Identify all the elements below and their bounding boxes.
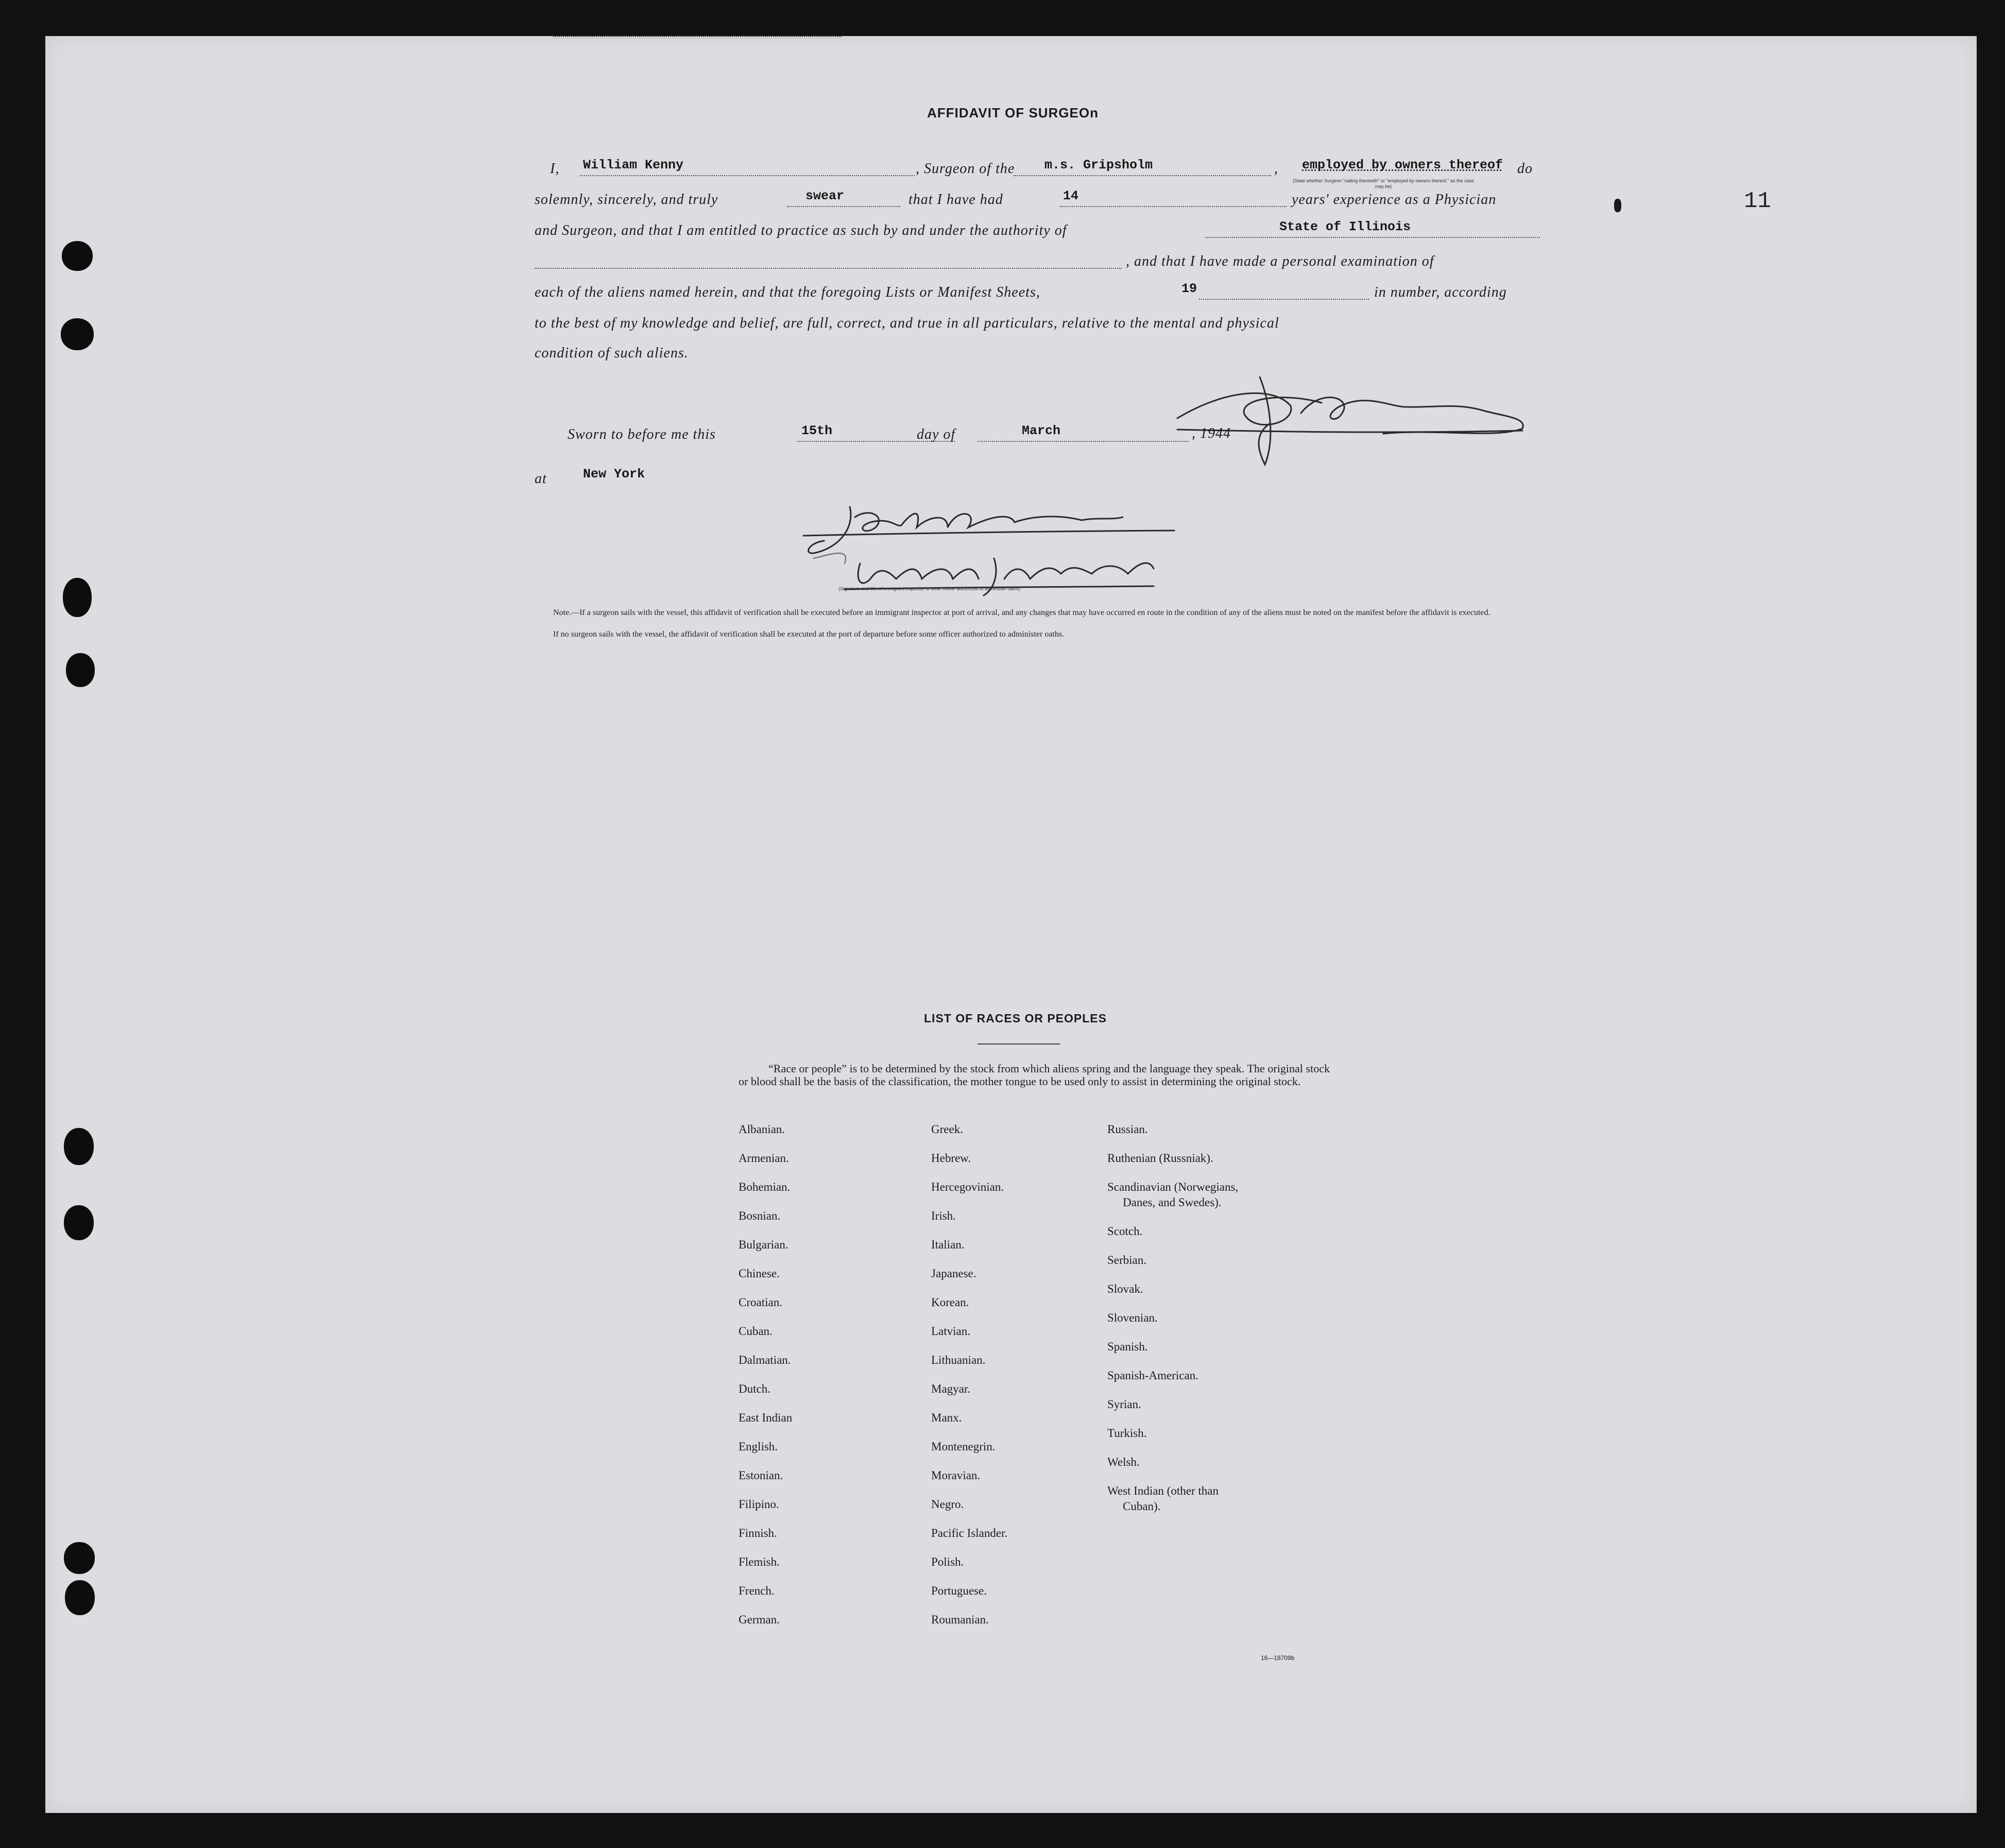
ink-mark [1614, 199, 1621, 212]
affidavit-line6: to the best of my knowledge and belief, are full, correct, and true in all particulars, relative to the mental and physical [535, 315, 1279, 331]
blank-line [787, 206, 900, 207]
race-list-item: Estonian. [739, 1469, 783, 1482]
race-list-item: Albanian. [739, 1123, 785, 1136]
blank-line [535, 268, 1122, 269]
punch-hole [61, 318, 94, 350]
race-list-item: Serbian. [1107, 1254, 1147, 1267]
punch-hole [63, 578, 92, 617]
race-list-item: Moravian. [931, 1469, 981, 1482]
race-list-item: Turkish. [1107, 1427, 1147, 1440]
race-list-item: Bosnian. [739, 1209, 781, 1222]
surgeon-signature [1167, 356, 1538, 470]
race-list-item: Scandinavian (Norwegians, [1107, 1180, 1239, 1193]
blank-line [1014, 175, 1271, 176]
race-list-item: Greek. [931, 1123, 963, 1136]
race-list-item: Montenegrin. [931, 1440, 996, 1453]
race-list-item: Roumanian. [931, 1613, 989, 1626]
races-intro: “Race or people” is to be determined by the stock from which aliens spring and the language they speak. The original stock or blood shall be the basis of the classification, the mother tongue to be used only to assist in determining the original stock. [739, 1062, 1330, 1088]
race-list-item: Armenian. [739, 1152, 789, 1165]
affidavit-line5-post: in number, according [1374, 284, 1507, 300]
punch-hole [64, 1128, 94, 1165]
race-list-item: Scotch. [1107, 1225, 1143, 1238]
race-list-item: Finnish. [739, 1527, 777, 1539]
authority-field: State of Illinois [1279, 219, 1411, 234]
blank-line [580, 175, 915, 176]
race-list-item: Japanese. [931, 1267, 976, 1280]
race-list-item: Russian. [1107, 1123, 1148, 1136]
at-pre: at [535, 471, 547, 487]
affidavit-line1-comma: , [1274, 161, 1278, 177]
race-list-item: Flemish. [739, 1555, 780, 1568]
race-list-item: French. [739, 1584, 775, 1597]
punch-hole [64, 1542, 95, 1574]
race-list-item: Danes, and Swedes). [1123, 1196, 1222, 1209]
race-list-item: Pacific Islander. [931, 1527, 1008, 1539]
race-list-item: Cuban). [1123, 1500, 1161, 1513]
affidavit-line1-pre: I, [550, 161, 560, 177]
document-sheet [45, 36, 1977, 1813]
place-field: New York [583, 467, 645, 482]
races-title: LIST OF RACES OR PEOPLES [924, 1012, 1107, 1025]
sheets-field: 19 [1181, 281, 1197, 296]
sworn-day-field: 15th [801, 423, 833, 438]
race-list-item: Welsh. [1107, 1456, 1140, 1468]
race-list-item: Manx. [931, 1411, 962, 1424]
affidavit-line5-pre: each of the aliens named herein, and that the foregoing Lists or Manifest Sheets, [535, 284, 1040, 300]
surgeon-name-field: William Kenny [583, 158, 684, 173]
punch-hole [62, 241, 93, 271]
blank-line [978, 441, 1189, 442]
oath-field: swear [806, 189, 845, 203]
race-list-item: East Indian [739, 1411, 793, 1424]
employment-hint: (State whether Surgeon "sailing therewith" or "employed by owners thereof," as the case may be) [1293, 178, 1474, 189]
race-list-item: Ruthenian (Russniak). [1107, 1152, 1213, 1165]
race-list-item: Korean. [931, 1296, 969, 1309]
affidavit-line2-post: years' experience as a Physician [1292, 192, 1497, 208]
sworn-month-field: March [1022, 423, 1061, 438]
ship-name-field: m.s. Gripsholm [1044, 158, 1153, 173]
blank-line [553, 36, 842, 37]
sworn-year: , 1944 [1192, 425, 1231, 441]
race-list-item: Slovak. [1107, 1282, 1143, 1295]
race-list-item: Cuban. [739, 1325, 773, 1338]
affidavit-line3-pre: and Surgeon, and that I am entitled to practice as such by and under the authority of [535, 223, 1067, 238]
page-number: 11 [1744, 189, 1771, 214]
race-list-item: Latvian. [931, 1325, 970, 1338]
race-list-item: Bohemian. [739, 1180, 791, 1193]
race-list-item: Slovenian. [1107, 1311, 1158, 1324]
race-list-item: Hercegovinian. [931, 1180, 1004, 1193]
race-list-item: Negro. [931, 1498, 964, 1511]
race-list-item: Spanish-American. [1107, 1369, 1198, 1382]
affidavit-line2-mid: that I have had [909, 192, 1003, 208]
race-list-item: West Indian (other than [1107, 1484, 1219, 1497]
blank-line [1060, 206, 1287, 207]
affidavit-line7: condition of such aliens. [535, 345, 689, 361]
race-list-item: Irish. [931, 1209, 956, 1222]
race-list-item: Polish. [931, 1555, 964, 1568]
affidavit-note-p2: If no surgeon sails with the vessel, the affidavit of verification shall be executed at the port of departure before some officer authorized to administer oaths. [553, 630, 1065, 639]
affidavit-title: AFFIDAVIT OF SURGEOn [927, 105, 1099, 121]
race-list-item: Lithuanian. [931, 1354, 986, 1366]
form-number: 16—18709b [1261, 1654, 1295, 1662]
race-list-item: Croatian. [739, 1296, 782, 1309]
race-list-item: Chinese. [739, 1267, 780, 1280]
years-field: 14 [1063, 189, 1079, 203]
affidavit-line1-post: do [1517, 161, 1533, 177]
blank-line [1199, 299, 1369, 300]
race-list-item: Italian. [931, 1238, 965, 1251]
punch-hole [64, 1205, 94, 1240]
race-list-item: Syrian. [1107, 1398, 1141, 1411]
affidavit-line4: , and that I have made a personal examination of [1126, 253, 1434, 269]
race-list-item: Hebrew. [931, 1152, 971, 1165]
race-list-item: Dalmatian. [739, 1354, 791, 1366]
sworn-mid: day of [917, 426, 956, 442]
sworn-pre: Sworn to before me this [568, 426, 716, 442]
blank-line [1205, 237, 1540, 238]
race-list-item: English. [739, 1440, 778, 1453]
race-list-item: Bulgarian. [739, 1238, 789, 1251]
affidavit-line1-mid: , Surgeon of the [916, 161, 1015, 177]
punch-hole [65, 1580, 95, 1615]
affidavit-note-p1: Note.—If a surgeon sails with the vessel, this affidavit of verification shall be executed before an immigrant inspector at port of arrival, and any changes that may have occurred en route in the condition of any of the aliens must be noted on the manifest before the affidavit is executed. [553, 608, 1490, 617]
race-list-item: Dutch. [739, 1382, 770, 1395]
employment-field: employed by owners thereof [1302, 158, 1503, 173]
race-list-item: Spanish. [1107, 1340, 1148, 1353]
race-list-item: Magyar. [931, 1382, 971, 1395]
race-list-item: Filipino. [739, 1498, 779, 1511]
races-title-rule [978, 1043, 1060, 1045]
race-list-item: Portuguese. [931, 1584, 987, 1597]
signature-caption: (Signature and title of immigrant inspector or other officer authorized to administer oaths) [838, 586, 1021, 591]
race-list-item: German. [739, 1613, 780, 1626]
affidavit-line2-pre: solemnly, sincerely, and truly [535, 192, 718, 208]
punch-hole [66, 653, 95, 687]
